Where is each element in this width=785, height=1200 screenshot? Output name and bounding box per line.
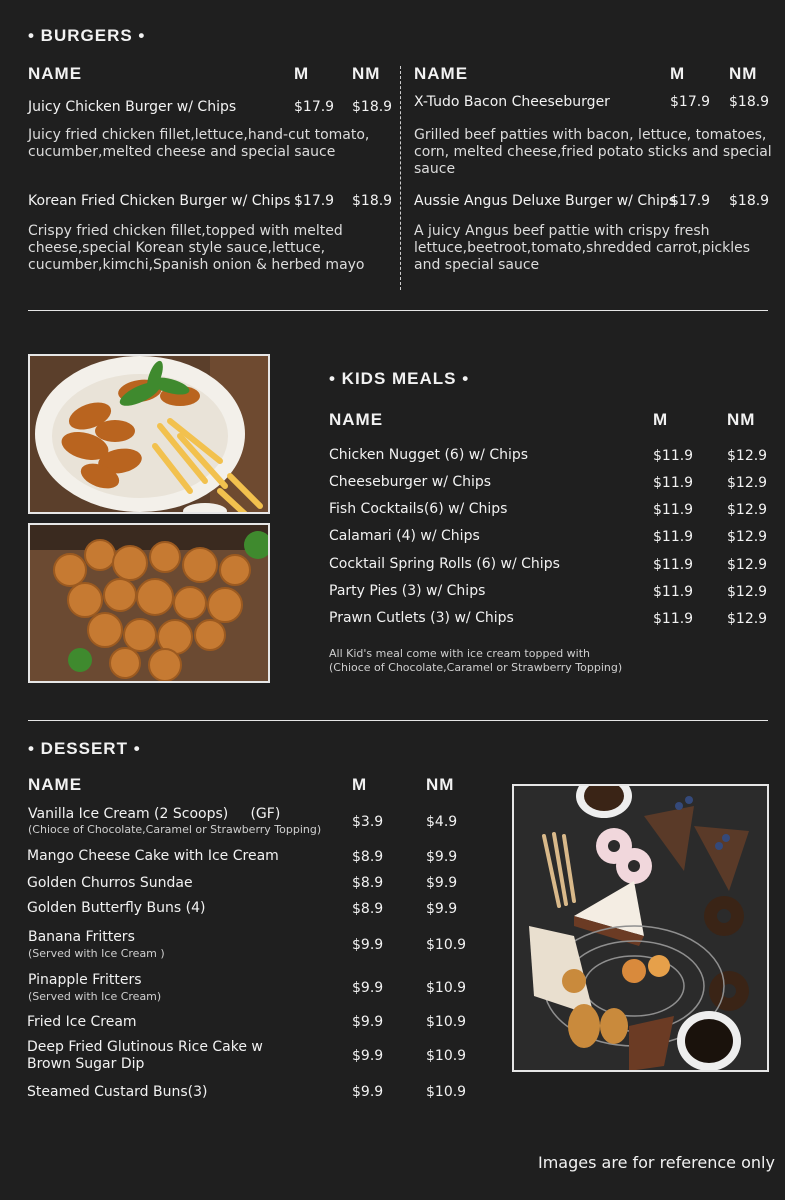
burgers-right-m-header: M (670, 64, 686, 83)
menu-item-price-m: $9.9 (352, 980, 384, 996)
burgers-column-divider (400, 66, 401, 290)
menu-item-name: Party Pies (3) w/ Chips (329, 583, 486, 599)
menu-item-price-nm: $9.9 (426, 849, 458, 865)
menu-item-price-nm: $4.9 (426, 814, 458, 830)
menu-item-price-nm: $9.9 (426, 875, 458, 891)
description-line: cucumber,melted cheese and special sauce (28, 144, 336, 160)
menu-item-subtext: (Chioce of Chocolate,Caramel or Strawberry Topping) (28, 823, 322, 836)
menu-item-price-nm: $10.9 (426, 980, 467, 996)
menu-item-price-nm: $12.9 (727, 584, 768, 600)
menu-item-name-line2: Brown Sugar Dip (27, 1056, 145, 1072)
menu-item-description (28, 127, 388, 161)
menu-item-name: X-Tudo Bacon Cheeseburger (414, 94, 610, 110)
menu-item-name: Korean Fried Chicken Burger w/ Chips (28, 193, 291, 209)
menu-item-name: Fried Ice Cream (27, 1014, 137, 1030)
menu-item-price-m: $11.9 (653, 448, 694, 464)
menu-item-subtext: (Served with Ice Cream) (28, 990, 162, 1003)
chicken-wings-illustration (30, 356, 270, 514)
dessert-m-header: M (352, 775, 368, 794)
description-line: A juicy Angus beef pattie with crispy fresh (414, 223, 710, 239)
description-line: and special sauce (414, 257, 540, 273)
menu-item-price-nm: $12.9 (727, 448, 768, 464)
menu-item-name: Banana Fritters (28, 929, 135, 945)
kids-section-title: • KIDS MEALS • (329, 369, 470, 388)
menu-item-price-nm: $10.9 (426, 937, 467, 953)
menu-item-price-nm: $12.9 (727, 529, 768, 545)
menu-item-price-m: $8.9 (352, 875, 384, 891)
menu-item-price-nm: $18.9 (352, 193, 393, 209)
menu-item-price-nm: $18.9 (729, 193, 770, 209)
chicken-nuggets-illustration (30, 525, 270, 683)
menu-item-price-m: $11.9 (653, 475, 694, 491)
menu-item-name: Calamari (4) w/ Chips (329, 528, 480, 544)
menu-item-price-nm: $10.9 (426, 1048, 467, 1064)
menu-item-price-m: $9.9 (352, 1084, 384, 1100)
menu-item-name: Cocktail Spring Rolls (6) w/ Chips (329, 556, 560, 572)
kids-nm-header: NM (727, 410, 756, 429)
note-line: All Kid's meal come with ice cream topped with (329, 647, 591, 660)
description-line: Crispy fried chicken fillet,topped with melted (28, 223, 343, 239)
menu-item-price-nm: $12.9 (727, 611, 768, 627)
menu-item-price-nm: $12.9 (727, 502, 768, 518)
menu-item-price-m: $9.9 (352, 1048, 384, 1064)
menu-item-price-m: $11.9 (653, 502, 694, 518)
menu-item-name: Prawn Cutlets (3) w/ Chips (329, 610, 514, 626)
menu-item-description (28, 223, 388, 274)
burgers-right-name-header: NAME (414, 64, 469, 83)
menu-item-price-m: $17.9 (294, 99, 335, 115)
chicken-nuggets-photo (28, 523, 270, 683)
menu-item-name: Cheeseburger w/ Chips (329, 474, 492, 490)
menu-item-price-m: $3.9 (352, 814, 384, 830)
description-line: Grilled beef patties with bacon, lettuce, tomatoes, (414, 127, 767, 143)
dessert-name-header: NAME (28, 775, 83, 794)
menu-item-price-m: $17.9 (294, 193, 335, 209)
menu-item-price-m: $17.9 (670, 94, 711, 110)
menu-item-name: Vanilla Ice Cream (2 Scoops) (GF) (28, 806, 281, 822)
menu-item-description (414, 127, 774, 178)
menu-item-name: Chicken Nugget (6) w/ Chips (329, 447, 529, 463)
description-line: lettuce,beetroot,tomato,shredded carrot,pickles (414, 240, 751, 256)
menu-item-name: Deep Fried Glutinous Rice Cake w (27, 1039, 263, 1055)
footer-disclaimer: Images are for reference only (538, 1153, 775, 1172)
menu-item-price-m: $9.9 (352, 937, 384, 953)
menu-item-price-m: $9.9 (352, 1014, 384, 1030)
kids-name-header: NAME (329, 410, 384, 429)
burgers-left-name-header: NAME (28, 64, 83, 83)
menu-item-price-nm: $12.9 (727, 475, 768, 491)
menu-item-price-m: $17.9 (670, 193, 711, 209)
menu-item-price-m: $11.9 (653, 584, 694, 600)
menu-item-name: Fish Cocktails(6) w/ Chips (329, 501, 508, 517)
burgers-section-title: • BURGERS • (28, 26, 146, 45)
menu-item-price-nm: $10.9 (426, 1014, 467, 1030)
description-line: corn, melted cheese,fried potato sticks and special (414, 144, 772, 160)
description-line: cheese,special Korean style sauce,lettuce, (28, 240, 326, 256)
desserts-illustration (514, 786, 769, 1072)
description-line: cucumber,kimchi,Spanish onion & herbed mayo (28, 257, 365, 273)
menu-item-price-m: $11.9 (653, 529, 694, 545)
menu-item-price-nm: $10.9 (426, 1084, 467, 1100)
menu-item-name: Juicy Chicken Burger w/ Chips (28, 99, 237, 115)
description-line: sauce (414, 161, 456, 177)
dessert-section-title: • DESSERT • (28, 739, 141, 758)
menu-item-name: Pinapple Fritters (28, 972, 142, 988)
menu-item-price-nm: $9.9 (426, 901, 458, 917)
menu-item-name: Golden Butterfly Buns (4) (27, 900, 206, 916)
dessert-nm-header: NM (426, 775, 455, 794)
menu-item-name: Golden Churros Sundae (27, 875, 193, 891)
menu-item-price-m: $8.9 (352, 849, 384, 865)
description-line: Juicy fried chicken fillet,lettuce,hand-cut tomato, (28, 127, 370, 143)
menu-item-price-m: $8.9 (352, 901, 384, 917)
menu-item-name: Steamed Custard Buns(3) (27, 1084, 208, 1100)
menu-item-price-nm: $18.9 (352, 99, 393, 115)
note-line: (Chioce of Chocolate,Caramel or Strawberry Topping) (329, 661, 623, 674)
menu-item-subtext: (Served with Ice Cream ) (28, 947, 165, 960)
menu-item-name: Aussie Angus Deluxe Burger w/ Chips (414, 193, 677, 209)
kids-m-header: M (653, 410, 669, 429)
menu-item-description (414, 223, 774, 274)
section-divider (28, 310, 768, 311)
burgers-right-nm-header: NM (729, 64, 758, 83)
chicken-wings-photo (28, 354, 270, 514)
kids-meal-note (329, 647, 622, 675)
desserts-photo (512, 784, 769, 1072)
menu-item-name: Mango Cheese Cake with Ice Cream (27, 848, 279, 864)
menu-item-price-m: $11.9 (653, 557, 694, 573)
menu-item-price-nm: $18.9 (729, 94, 770, 110)
section-divider (28, 720, 768, 721)
menu-item-price-nm: $12.9 (727, 557, 768, 573)
burgers-left-m-header: M (294, 64, 310, 83)
menu-item-price-m: $11.9 (653, 611, 694, 627)
burgers-left-nm-header: NM (352, 64, 381, 83)
